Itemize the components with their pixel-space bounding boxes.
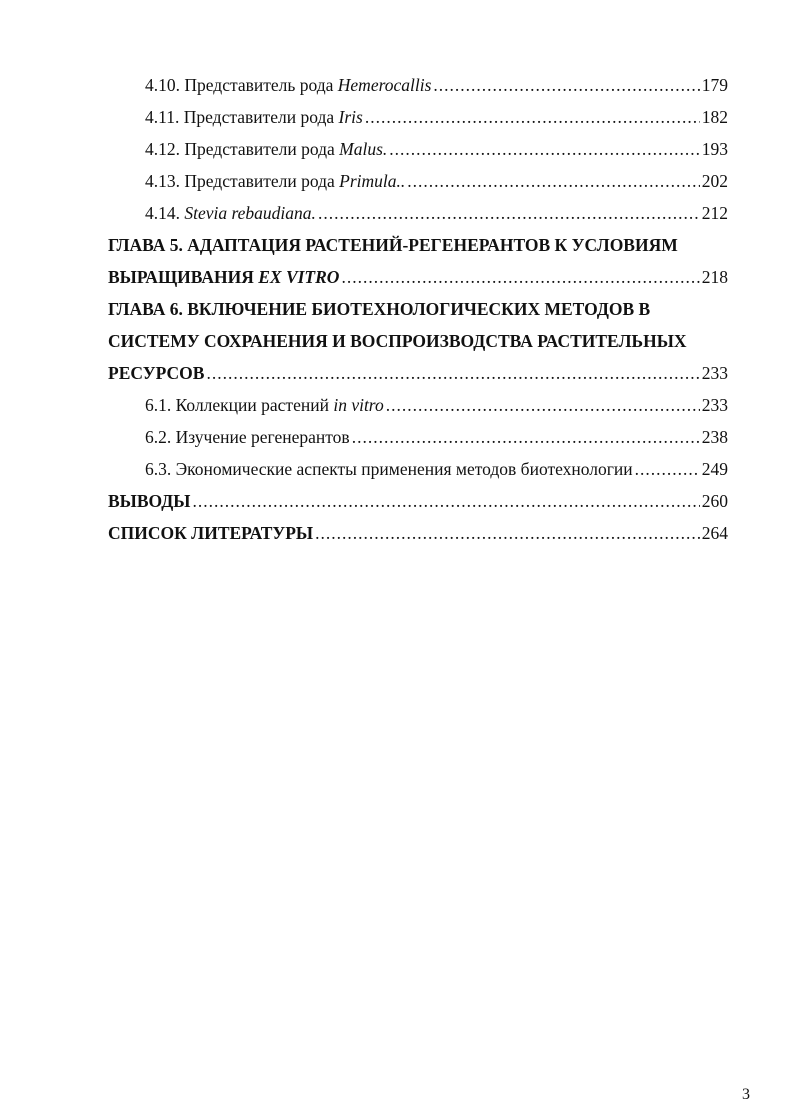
leader-dots [193, 490, 700, 512]
toc-conclusions[interactable]: ВЫВОДЫ ..... 260 [108, 490, 728, 512]
toc-entry-4-12[interactable]: 4.12. Представители рода Malus. ..... 193 [145, 138, 728, 160]
toc-entry-6-1[interactable]: 6.1. Коллекции растений in vitro ..... 233 [145, 394, 728, 416]
toc-chapter-5[interactable]: ВЫРАЩИВАНИЯ EX VITRO ..... 218 [108, 266, 728, 288]
leader-dots [318, 202, 700, 224]
page-ref: 179 [701, 75, 728, 95]
page-ref: 249 [701, 459, 728, 479]
leader-dots [389, 138, 699, 160]
page-ref: 233 [701, 395, 728, 415]
leader-dots [386, 394, 700, 416]
toc-entry-4-13[interactable]: 4.13. Представители рода Primula.. ..... 202 [145, 170, 728, 192]
page-ref: 260 [701, 491, 728, 511]
toc-entry-4-10[interactable]: 4.10. Представитель рода Hemerocallis ..... 179 [145, 74, 728, 96]
page-ref: 238 [701, 427, 728, 447]
page-ref: 218 [701, 267, 728, 287]
toc-entry-6-3[interactable]: 6.3. Экономические аспекты применения методов биотехнологии ..... 249 [145, 458, 728, 480]
toc-references[interactable]: СПИСОК ЛИТЕРАТУРЫ ..... 264 [108, 522, 728, 544]
toc-chapter-6[interactable]: РЕСУРСОВ ..... 233 [108, 362, 728, 384]
leader-dots [352, 426, 700, 448]
page-ref: 193 [701, 139, 728, 159]
page-number: 3 [742, 1086, 750, 1103]
leader-dots [206, 362, 699, 384]
leader-dots [407, 170, 699, 192]
page-ref: 264 [701, 523, 728, 543]
leader-dots [341, 266, 699, 288]
page-ref: 202 [701, 171, 728, 191]
leader-dots [315, 522, 700, 544]
toc-chapter-5-title[interactable]: ГЛАВА 5. АДАПТАЦИЯ РАСТЕНИЙ-РЕГЕНЕРАНТОВ К УСЛОВИЯМ [108, 235, 678, 255]
toc-entry-4-11[interactable]: 4.11. Представители рода Iris ..... 182 [145, 106, 728, 128]
page-ref: 212 [701, 203, 728, 223]
toc-entry-4-14[interactable]: 4.14. Stevia rebaudiana. ..... 212 [145, 202, 728, 224]
leader-dots [365, 106, 700, 128]
toc-entry-6-2[interactable]: 6.2. Изучение регенерантов ..... 238 [145, 426, 728, 448]
toc-chapter-6-title[interactable]: ГЛАВА 6. ВКЛЮЧЕНИЕ БИОТЕХНОЛОГИЧЕСКИХ МЕТОДОВ В [108, 299, 651, 319]
page-ref: 182 [701, 107, 728, 127]
leader-dots [635, 458, 700, 480]
leader-dots [433, 74, 699, 96]
toc-chapter-6-title-cont[interactable]: СИСТЕМУ СОХРАНЕНИЯ И ВОСПРОИЗВОДСТВА РАСТИТЕЛЬНЫХ [108, 331, 687, 351]
page-ref: 233 [701, 363, 728, 383]
